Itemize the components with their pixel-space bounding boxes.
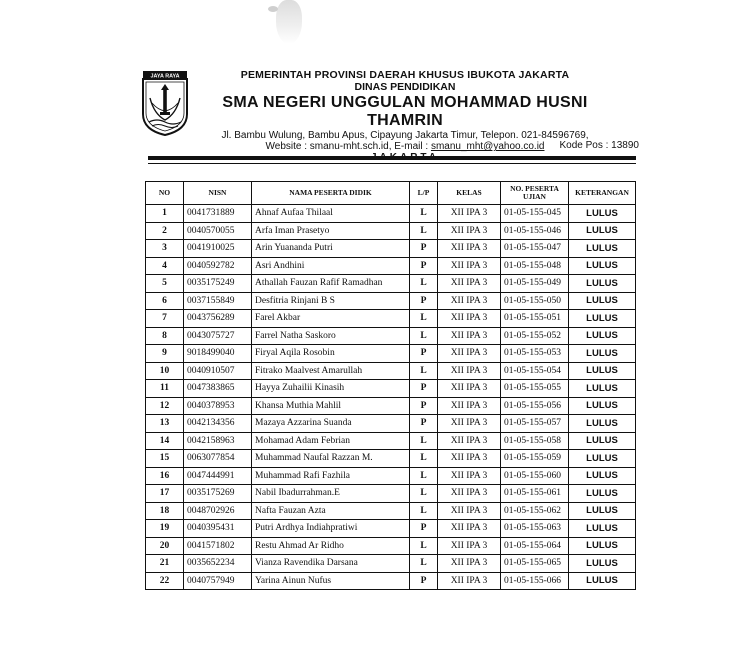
class-cell: XII IPA 3 <box>438 450 501 468</box>
remark-cell: LULUS <box>569 327 636 345</box>
nisn-cell: 0047444991 <box>184 467 252 485</box>
nisn-cell: 0047383865 <box>184 380 252 398</box>
row-number: 14 <box>146 432 184 450</box>
student-name-cell: Mazaya Azzarina Suanda <box>252 415 410 433</box>
contact-line <box>190 141 620 152</box>
nisn-cell: 0048702926 <box>184 502 252 520</box>
row-number: 20 <box>146 537 184 555</box>
gender-cell: P <box>410 345 438 363</box>
remark-cell: LULUS <box>569 520 636 538</box>
student-name-cell: Muhammad Rafi Fazhila <box>252 467 410 485</box>
nisn-cell: 0037155849 <box>184 292 252 310</box>
row-number: 18 <box>146 502 184 520</box>
exam-number-cell: 01-05-155-057 <box>501 415 569 433</box>
student-name-cell: Yarina Ainun Nufus <box>252 572 410 590</box>
table-row <box>146 555 636 573</box>
table-row <box>146 520 636 538</box>
postal-code: Kode Pos : 13890 <box>559 140 639 151</box>
department-name: DINAS PENDIDIKAN <box>354 80 456 93</box>
table-row <box>146 467 636 485</box>
row-number: 17 <box>146 485 184 503</box>
gender-cell: L <box>410 485 438 503</box>
student-name-cell: Khansa Muthia Mahlil <box>252 397 410 415</box>
table-row <box>146 275 636 293</box>
nisn-cell: 0040757949 <box>184 572 252 590</box>
remark-cell: LULUS <box>569 450 636 468</box>
header-class: KELAS <box>438 182 501 205</box>
class-cell: XII IPA 3 <box>438 520 501 538</box>
remark-cell: LULUS <box>569 222 636 240</box>
remark-cell: LULUS <box>569 397 636 415</box>
header-exam-number: NO. PESERTA UJIAN <box>501 182 569 205</box>
gender-cell: P <box>410 380 438 398</box>
exam-number-cell: 01-05-155-059 <box>501 450 569 468</box>
class-cell: XII IPA 3 <box>438 572 501 590</box>
remark-cell: LULUS <box>569 485 636 503</box>
class-cell: XII IPA 3 <box>438 397 501 415</box>
gender-cell: L <box>410 432 438 450</box>
nisn-cell: 0040378953 <box>184 397 252 415</box>
student-name-cell: Putri Ardhya Indiahpratiwi <box>252 520 410 538</box>
class-cell: XII IPA 3 <box>438 467 501 485</box>
remark-cell: LULUS <box>569 537 636 555</box>
student-name-cell: Mohamad Adam Febrian <box>252 432 410 450</box>
gender-cell: L <box>410 555 438 573</box>
class-cell: XII IPA 3 <box>438 432 501 450</box>
row-number: 12 <box>146 397 184 415</box>
student-name-cell: Desfitria Rinjani B S <box>252 292 410 310</box>
gender-cell: L <box>410 502 438 520</box>
header-nisn: NISN <box>184 182 252 205</box>
gender-cell: P <box>410 415 438 433</box>
class-cell: XII IPA 3 <box>438 240 501 258</box>
remark-cell: LULUS <box>569 240 636 258</box>
gender-cell: L <box>410 450 438 468</box>
nisn-cell: 0035175269 <box>184 485 252 503</box>
graduation-results-table <box>145 181 636 590</box>
row-number: 10 <box>146 362 184 380</box>
class-cell: XII IPA 3 <box>438 327 501 345</box>
exam-number-cell: 01-05-155-051 <box>501 310 569 328</box>
exam-number-cell: 01-05-155-062 <box>501 502 569 520</box>
class-cell: XII IPA 3 <box>438 222 501 240</box>
scan-smudge <box>276 0 302 44</box>
nisn-cell: 0035175249 <box>184 275 252 293</box>
website-label: Website : smanu-mht.sch.id, E-mail : <box>265 141 431 153</box>
class-cell: XII IPA 3 <box>438 415 501 433</box>
table-row <box>146 240 636 258</box>
class-cell: XII IPA 3 <box>438 310 501 328</box>
student-name-cell: Ahnaf Aufaa Thilaal <box>252 205 410 223</box>
nisn-cell: 0041910025 <box>184 240 252 258</box>
student-name-cell: Fitrako Maalvest Amarullah <box>252 362 410 380</box>
remark-cell: LULUS <box>569 415 636 433</box>
exam-number-cell: 01-05-155-056 <box>501 397 569 415</box>
gender-cell: P <box>410 572 438 590</box>
exam-number-cell: 01-05-155-052 <box>501 327 569 345</box>
row-number: 3 <box>146 240 184 258</box>
table-row <box>146 380 636 398</box>
row-number: 15 <box>146 450 184 468</box>
row-number: 2 <box>146 222 184 240</box>
remark-cell: LULUS <box>569 257 636 275</box>
table-row <box>146 485 636 503</box>
exam-number-cell: 01-05-155-058 <box>501 432 569 450</box>
class-cell: XII IPA 3 <box>438 380 501 398</box>
table-row <box>146 572 636 590</box>
table-row <box>146 257 636 275</box>
remark-cell: LULUS <box>569 345 636 363</box>
letterhead <box>190 70 620 163</box>
letterhead-divider-thin <box>148 163 636 164</box>
row-number: 4 <box>146 257 184 275</box>
remark-cell: LULUS <box>569 310 636 328</box>
class-cell: XII IPA 3 <box>438 537 501 555</box>
row-number: 11 <box>146 380 184 398</box>
remark-cell: LULUS <box>569 555 636 573</box>
row-number: 13 <box>146 415 184 433</box>
nisn-cell: 0040592782 <box>184 257 252 275</box>
gender-cell: L <box>410 205 438 223</box>
nisn-cell: 0041731889 <box>184 205 252 223</box>
gender-cell: L <box>410 275 438 293</box>
row-number: 21 <box>146 555 184 573</box>
table-row <box>146 450 636 468</box>
remark-cell: LULUS <box>569 292 636 310</box>
row-number: 7 <box>146 310 184 328</box>
class-cell: XII IPA 3 <box>438 205 501 223</box>
nisn-cell: 0043075727 <box>184 327 252 345</box>
gender-cell: P <box>410 520 438 538</box>
class-cell: XII IPA 3 <box>438 362 501 380</box>
student-name-cell: Muhammad Naufal Razzan M. <box>252 450 410 468</box>
table-row <box>146 415 636 433</box>
remark-cell: LULUS <box>569 502 636 520</box>
gender-cell: P <box>410 240 438 258</box>
exam-number-cell: 01-05-155-065 <box>501 555 569 573</box>
remark-cell: LULUS <box>569 572 636 590</box>
nisn-cell: 0041571802 <box>184 537 252 555</box>
exam-number-cell: 01-05-155-048 <box>501 257 569 275</box>
government-name: PEMERINTAH PROVINSI DAERAH KHUSUS IBUKOTA JAKARTA <box>240 69 570 81</box>
student-name-cell: Asri Andhini <box>252 257 410 275</box>
table-row <box>146 222 636 240</box>
class-cell: XII IPA 3 <box>438 257 501 275</box>
row-number: 16 <box>146 467 184 485</box>
student-name-cell: Restu Ahmad Ar Ridho <box>252 537 410 555</box>
remark-cell: LULUS <box>569 432 636 450</box>
class-cell: XII IPA 3 <box>438 345 501 363</box>
nisn-cell: 0040395431 <box>184 520 252 538</box>
letterhead-divider-thick <box>148 156 636 160</box>
table-row <box>146 310 636 328</box>
class-cell: XII IPA 3 <box>438 485 501 503</box>
class-cell: XII IPA 3 <box>438 292 501 310</box>
gender-cell: L <box>410 310 438 328</box>
gender-cell: P <box>410 292 438 310</box>
remark-cell: LULUS <box>569 275 636 293</box>
nisn-cell: 0040570055 <box>184 222 252 240</box>
logo-banner-text: JAYA RAYA <box>150 73 180 80</box>
gender-cell: L <box>410 327 438 345</box>
header-gender: L/P <box>410 182 438 205</box>
school-address: Jl. Bambu Wulung, Bambu Apus, Cipayung Jakarta Timur, Telepon. 021-84596769, <box>221 130 589 142</box>
scan-speck <box>268 6 278 12</box>
school-name: SMA NEGERI UNGGULAN MOHAMMAD HUSNI THAMRIN <box>222 94 588 129</box>
table-row <box>146 502 636 520</box>
table-row <box>146 205 636 223</box>
exam-number-cell: 01-05-155-045 <box>501 205 569 223</box>
exam-number-cell: 01-05-155-047 <box>501 240 569 258</box>
student-name-cell: Farrel Natha Saskoro <box>252 327 410 345</box>
student-name-cell: Nabil Ibadurrahman.E <box>252 485 410 503</box>
row-number: 1 <box>146 205 184 223</box>
table-row <box>146 537 636 555</box>
class-cell: XII IPA 3 <box>438 275 501 293</box>
exam-number-cell: 01-05-155-055 <box>501 380 569 398</box>
remark-cell: LULUS <box>569 467 636 485</box>
header-no: NO <box>146 182 184 205</box>
nisn-cell: 0042158963 <box>184 432 252 450</box>
exam-number-cell: 01-05-155-060 <box>501 467 569 485</box>
student-name-cell: Arfa Iman Prasetyo <box>252 222 410 240</box>
table-body <box>146 205 636 590</box>
jaya-raya-crest-logo <box>140 70 190 136</box>
table-row <box>146 292 636 310</box>
row-number: 9 <box>146 345 184 363</box>
student-name-cell: Vianza Ravendika Darsana <box>252 555 410 573</box>
exam-number-cell: 01-05-155-063 <box>501 520 569 538</box>
row-number: 8 <box>146 327 184 345</box>
nisn-cell: 0063077854 <box>184 450 252 468</box>
student-name-cell: Hayya Zuhailii Kinasih <box>252 380 410 398</box>
nisn-cell: 0042134356 <box>184 415 252 433</box>
exam-number-cell: 01-05-155-054 <box>501 362 569 380</box>
table-header-row <box>146 182 636 205</box>
student-name-cell: Farel Akbar <box>252 310 410 328</box>
student-name-cell: Athallah Fauzan Rafif Ramadhan <box>252 275 410 293</box>
gender-cell: P <box>410 397 438 415</box>
table-row <box>146 432 636 450</box>
row-number: 19 <box>146 520 184 538</box>
exam-number-cell: 01-05-155-066 <box>501 572 569 590</box>
row-number: 22 <box>146 572 184 590</box>
exam-number-cell: 01-05-155-049 <box>501 275 569 293</box>
row-number: 6 <box>146 292 184 310</box>
gender-cell: L <box>410 362 438 380</box>
gender-cell: L <box>410 467 438 485</box>
nisn-cell: 9018499040 <box>184 345 252 363</box>
table-row <box>146 362 636 380</box>
nisn-cell: 0040910507 <box>184 362 252 380</box>
table-row <box>146 397 636 415</box>
row-number: 5 <box>146 275 184 293</box>
exam-number-cell: 01-05-155-053 <box>501 345 569 363</box>
exam-number-cell: 01-05-155-046 <box>501 222 569 240</box>
gender-cell: L <box>410 222 438 240</box>
nisn-cell: 0035652234 <box>184 555 252 573</box>
exam-number-cell: 01-05-155-050 <box>501 292 569 310</box>
exam-number-cell: 01-05-155-064 <box>501 537 569 555</box>
header-remark: KETERANGAN <box>569 182 636 205</box>
remark-cell: LULUS <box>569 362 636 380</box>
gender-cell: L <box>410 537 438 555</box>
student-name-cell: Arin Yuananda Putri <box>252 240 410 258</box>
email-link[interactable]: smanu_mht@yahoo.co.id <box>430 141 545 153</box>
table-row <box>146 327 636 345</box>
class-cell: XII IPA 3 <box>438 555 501 573</box>
student-name-cell: Nafta Fauzan Azta <box>252 502 410 520</box>
gender-cell: P <box>410 257 438 275</box>
header-name: NAMA PESERTA DIDIK <box>252 182 410 205</box>
student-name-cell: Firyal Aqila Rosobin <box>252 345 410 363</box>
class-cell: XII IPA 3 <box>438 502 501 520</box>
exam-number-cell: 01-05-155-061 <box>501 485 569 503</box>
remark-cell: LULUS <box>569 380 636 398</box>
remark-cell: LULUS <box>569 205 636 223</box>
table-row <box>146 345 636 363</box>
nisn-cell: 0043756289 <box>184 310 252 328</box>
